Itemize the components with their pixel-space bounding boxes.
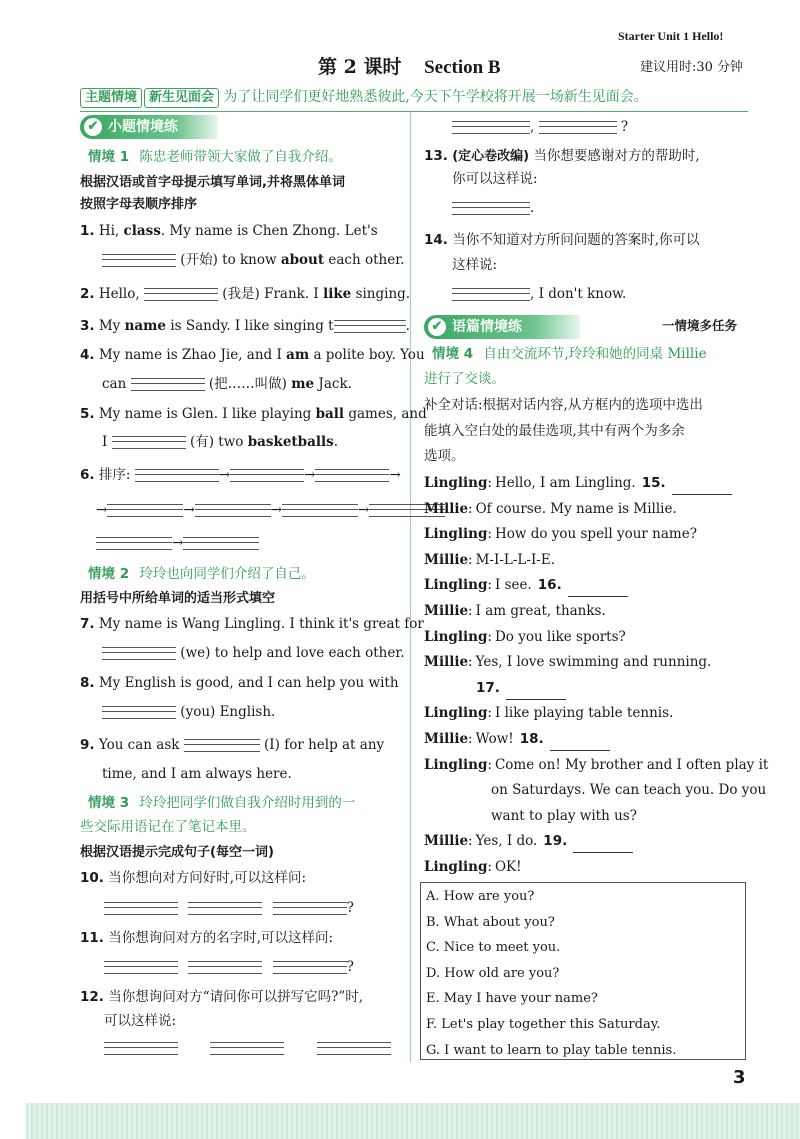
answer-blank[interactable] xyxy=(104,961,178,974)
theme-tag-2: 新生见面会 xyxy=(144,88,219,108)
dialog-text: I see. xyxy=(494,577,532,594)
scenario-3-line2: 些交际用语记在了笔记本里。 xyxy=(80,819,256,835)
answer-blank[interactable] xyxy=(131,378,205,391)
question-12-blanks-cont: , ? xyxy=(452,117,628,137)
speaker-name: Lingling xyxy=(424,526,488,543)
speaker-colon: : xyxy=(468,602,473,619)
page-title xyxy=(318,52,501,79)
speaker-name: Lingling xyxy=(424,756,488,773)
q-text: 当你想询问对方的名字时,可以这样问: xyxy=(108,930,334,946)
q-text: My xyxy=(98,318,121,334)
instruction-3: 根据汉语提示完成句子(每空一词) xyxy=(80,845,274,860)
dialog-text: Do you like sports? xyxy=(494,628,626,645)
dialog-line xyxy=(424,727,754,753)
q-number: 7. xyxy=(80,616,95,632)
banner-text: 语篇情境练 xyxy=(452,319,522,335)
q-text: a polite boy. You xyxy=(313,347,425,363)
instruction-2: 用括号中所给单词的适当形式填空 xyxy=(80,591,276,606)
page-number: 3 xyxy=(733,1067,746,1088)
section-banner-discourse xyxy=(424,315,580,339)
speaker-name: Lingling xyxy=(424,858,488,875)
unit-header: Starter Unit 1 Hello! xyxy=(618,29,724,43)
dialog-text: I like playing table tennis. xyxy=(494,705,674,722)
question-1 xyxy=(80,221,378,241)
scenario-1 xyxy=(88,147,342,167)
blank-number: 15. xyxy=(641,475,666,491)
speaker-colon: : xyxy=(468,730,473,747)
dialog-line xyxy=(424,548,754,574)
q-text: to know xyxy=(222,252,277,268)
answer-blank[interactable] xyxy=(112,436,186,449)
q-text: 当你想询问对方“请问你可以拼写它吗?”时, xyxy=(108,989,364,1005)
q-text: My name is Glen. I like playing xyxy=(98,406,312,422)
answer-blank[interactable] xyxy=(104,902,178,915)
question-7 xyxy=(80,614,424,634)
speaker-name: Millie xyxy=(424,551,469,568)
theme-tag: 主题情境 xyxy=(80,88,142,108)
q-text: games, and xyxy=(348,406,427,422)
question-3 xyxy=(80,316,410,336)
q-number: 10. xyxy=(80,870,104,886)
q-text: singing. xyxy=(355,286,411,302)
section-label: Section B xyxy=(424,57,501,78)
answer-blank[interactable] xyxy=(102,706,176,719)
answer-line[interactable] xyxy=(672,480,732,495)
dialog-line xyxy=(424,573,754,599)
dialog-line xyxy=(424,625,754,651)
scenario-4 xyxy=(432,344,707,364)
q-hint: (我是) xyxy=(222,286,260,302)
scenario-3 xyxy=(88,793,355,813)
scenario-text: 陈忠老师带领大家做了自我介绍。 xyxy=(139,149,342,165)
question-14-blank xyxy=(452,284,626,304)
speaker-colon: : xyxy=(487,475,492,491)
q-text: can xyxy=(102,376,127,392)
q-text: Frank. I xyxy=(264,286,319,302)
q-number: 4. xyxy=(80,347,95,363)
answer-line[interactable] xyxy=(550,736,610,751)
dialog-line xyxy=(424,829,754,855)
q-number: 9. xyxy=(80,737,95,753)
q-text: is Sandy. I like singing xyxy=(170,318,324,334)
dialog-text: Come on! My brother and I often play it xyxy=(494,756,769,773)
answer-blank[interactable] xyxy=(452,202,530,215)
answer-line[interactable] xyxy=(506,685,566,700)
q-number: 3. xyxy=(80,318,95,334)
q-hint: (有) xyxy=(189,434,214,450)
option-item: A. How are you? xyxy=(426,889,535,904)
dialog-text: OK! xyxy=(494,858,522,875)
question-12-line2: 可以这样说: xyxy=(104,1013,177,1029)
question-1-line2 xyxy=(102,250,404,270)
blank-number: 16. xyxy=(537,577,562,594)
dialog-line xyxy=(424,753,769,779)
answer-blank[interactable] xyxy=(539,121,617,134)
q-text: You can ask xyxy=(98,737,180,753)
instruction-1b: 按照字母表顺序排序 xyxy=(80,197,198,212)
q-text: . xyxy=(333,434,338,450)
answer-blank[interactable] xyxy=(273,961,347,974)
blank-number: 17. xyxy=(476,679,500,696)
question-9-line2: time, and I am always here. xyxy=(102,766,292,782)
q-bold: name xyxy=(124,318,167,334)
q-text: 当你不知道对方所问问题的答案时,你可以 xyxy=(452,232,700,248)
question-12 xyxy=(80,987,363,1007)
speaker-colon: : xyxy=(487,628,492,645)
answer-blank[interactable] xyxy=(188,961,262,974)
dialog-line xyxy=(424,522,754,548)
suggested-time: 建议用时:30 分钟 xyxy=(640,60,744,75)
options-box xyxy=(420,882,746,1060)
scenario-label: 情境 4 xyxy=(432,346,474,362)
speaker-colon: : xyxy=(468,551,473,568)
speaker-name: Lingling xyxy=(424,475,488,491)
order-blank[interactable] xyxy=(282,504,358,517)
order-blank[interactable] xyxy=(107,504,183,517)
q-bold: class xyxy=(123,223,161,239)
speaker-name: Millie xyxy=(424,500,469,517)
order-blank[interactable] xyxy=(183,537,259,550)
lesson-label: 第 2 课时 xyxy=(318,56,402,78)
q-text: Hello, xyxy=(98,286,140,302)
dialog-text: want to play with us? xyxy=(491,807,637,824)
instruction-1a: 根据汉语或首字母提示填写单词,并将黑体单词 xyxy=(80,175,345,190)
q-bold: basketballs xyxy=(247,434,334,450)
q-text: . My name is Chen Zhong. Let's xyxy=(160,223,378,239)
q-number: 14. xyxy=(424,232,448,248)
option-item: E. May I have your name? xyxy=(426,991,598,1007)
answer-blank[interactable] xyxy=(104,1042,178,1055)
dialog-line xyxy=(424,676,754,702)
question-6: 6. 排序: → → → xyxy=(80,467,401,483)
question-6-line3: → xyxy=(96,533,259,553)
scenario-text: 玲玲把同学们做自我介绍时用到的一 xyxy=(139,795,356,811)
speaker-colon: : xyxy=(487,858,492,875)
answer-blank[interactable] xyxy=(144,288,218,301)
scenario-label: 情境 2 xyxy=(88,566,130,582)
dialog-text: on Saturdays. We can teach you. Do you xyxy=(491,782,767,799)
dialog-line xyxy=(424,778,767,804)
question-2 xyxy=(80,284,410,304)
q-text: , I don't know. xyxy=(530,286,627,302)
question-11 xyxy=(80,928,333,948)
q-text: for help at any xyxy=(284,737,385,753)
order-blank[interactable] xyxy=(135,469,219,482)
answer-blank[interactable] xyxy=(452,288,530,301)
q-number: 8. xyxy=(80,675,95,691)
q-hint: (we) xyxy=(180,645,211,661)
speaker-name: Lingling xyxy=(424,705,488,722)
q-hint: (I) xyxy=(264,737,280,753)
answer-blank[interactable] xyxy=(210,1042,284,1055)
answer-blank[interactable] xyxy=(184,739,260,752)
option-item: D. How old are you? xyxy=(426,965,560,981)
section-banner-practice xyxy=(80,115,218,139)
speaker-name: Lingling xyxy=(424,628,488,645)
speaker-name: Millie xyxy=(424,654,469,671)
question-13-line2: 你可以这样说: xyxy=(452,171,538,187)
dialog-text: Wow! xyxy=(475,730,514,747)
dialog-line xyxy=(424,701,754,727)
q-hint: (you) xyxy=(180,704,216,720)
speaker-colon: : xyxy=(468,500,473,517)
dialog-text: Hello, I am Lingling. xyxy=(494,475,636,491)
q-number: 1. xyxy=(80,223,95,239)
question-5-line2 xyxy=(102,432,338,452)
q-text: My name is Zhao Jie, and I xyxy=(98,347,282,363)
dialog-line xyxy=(424,497,754,523)
answer-blank[interactable] xyxy=(317,1042,391,1055)
q-source-tag: (定心卷改编) xyxy=(452,149,530,164)
question-5 xyxy=(80,404,427,424)
answer-blank[interactable] xyxy=(273,902,347,915)
dialog-text: Yes, I do. xyxy=(475,833,538,850)
q-number: 13. xyxy=(424,148,448,164)
question-8 xyxy=(80,673,399,693)
question-6-line2: → → → → xyxy=(96,500,445,520)
dialog-text: Yes, I love swimming and running. xyxy=(475,654,712,671)
blank-number: 19. xyxy=(543,833,568,850)
check-icon: ✔ xyxy=(428,318,446,336)
q-bold: like xyxy=(323,286,352,302)
q-text: 当你想要感谢对方的帮助时, xyxy=(533,148,700,164)
question-10 xyxy=(80,868,306,888)
question-11-blanks: ? xyxy=(104,957,354,977)
q-number: 2. xyxy=(80,286,95,302)
dialog-line xyxy=(424,599,754,625)
q-number: 11. xyxy=(80,930,104,946)
answer-blank[interactable] xyxy=(102,254,176,267)
options-list xyxy=(421,883,745,1064)
question-10-blanks: ? xyxy=(104,898,354,918)
speaker-colon: : xyxy=(487,526,492,543)
order-blank[interactable] xyxy=(195,504,271,517)
option-item: G. I want to learn to play table tennis. xyxy=(426,1042,677,1058)
answer-blank[interactable] xyxy=(102,647,176,660)
speaker-name: Millie xyxy=(424,602,469,619)
question-9 xyxy=(80,735,384,755)
question-4-line2 xyxy=(102,374,352,394)
divider xyxy=(80,111,748,112)
option-item: C. Nice to meet you. xyxy=(426,940,561,956)
question-8-line2 xyxy=(102,702,275,722)
answer-blank[interactable] xyxy=(188,902,262,915)
q-text: 排序: xyxy=(98,467,131,483)
theme-line xyxy=(80,87,648,108)
dialogue xyxy=(424,471,769,881)
q-text: English. xyxy=(219,704,276,720)
question-12-blanks xyxy=(104,1038,391,1058)
scenario-4-line2: 进行了交谈。 xyxy=(424,371,505,387)
question-14 xyxy=(424,230,700,250)
question-7-line2 xyxy=(102,643,405,663)
q-text: I xyxy=(102,434,108,450)
answer-line[interactable] xyxy=(568,582,628,597)
dialog-text: Of course. My name is Millie. xyxy=(475,500,677,517)
q-hint: (开始) xyxy=(180,252,218,268)
instruction-4c: 选项。 xyxy=(424,448,465,464)
q-text: My name is Wang Lingling. I think it's great for xyxy=(98,616,424,632)
q-bold: me xyxy=(291,376,315,392)
q-hint: (把……叫做) xyxy=(208,376,287,392)
q-number: 5. xyxy=(80,406,95,422)
question-14-line2: 这样说: xyxy=(452,257,498,273)
check-icon: ✔ xyxy=(84,118,102,136)
order-blank[interactable] xyxy=(315,469,389,482)
speaker-colon: : xyxy=(487,756,492,773)
speaker-colon: : xyxy=(468,654,473,671)
q-text: 当你想向对方问好时,可以这样问: xyxy=(108,870,307,886)
option-item: F. Let's play together this Saturday. xyxy=(426,1016,661,1032)
question-4 xyxy=(80,345,425,365)
scenario-text: 玲玲也向同学们介绍了自己。 xyxy=(139,566,315,582)
speaker-name: Millie xyxy=(424,730,469,747)
order-blank[interactable] xyxy=(96,537,172,550)
scenario-label: 情境 1 xyxy=(88,149,130,165)
banner-note: 一情境多任务 xyxy=(662,318,738,333)
q-text: two xyxy=(218,434,244,450)
q-number: 6. xyxy=(80,467,95,483)
speaker-colon: : xyxy=(468,833,473,850)
q-text: Jack. xyxy=(318,376,352,392)
banner-text: 小题情境练 xyxy=(108,119,178,135)
scenario-2 xyxy=(88,564,315,584)
dialog-text: How do you spell your name? xyxy=(494,526,697,543)
q-text: each other. xyxy=(328,252,405,268)
speaker-colon: : xyxy=(487,705,492,722)
dialog-line xyxy=(424,471,754,497)
q-bold: am xyxy=(286,347,310,363)
q-bold: ball xyxy=(315,406,345,422)
dialog-line xyxy=(424,855,754,881)
blank-number: 18. xyxy=(519,730,544,747)
column-divider xyxy=(410,112,411,1062)
q-text: Hi, xyxy=(98,223,120,239)
instruction-4a: 补全对话:根据对话内容,从方框内的选项中选出 xyxy=(424,397,703,413)
q-text: My English is good, and I can help you with xyxy=(98,675,399,691)
instruction-4b: 能填入空白处的最佳选项,其中有两个为多余 xyxy=(424,423,685,439)
first-letter-hint: t xyxy=(328,318,334,334)
scenario-label: 情境 3 xyxy=(88,795,130,811)
speaker-name: Millie xyxy=(424,833,469,850)
dialog-line xyxy=(424,650,754,676)
answer-blank[interactable] xyxy=(452,121,530,134)
scenario-text: 自由交流环节,玲玲和她的同桌 Millie xyxy=(483,346,707,362)
q-bold: about xyxy=(280,252,325,268)
answer-line[interactable] xyxy=(573,838,633,853)
dialog-text: M-I-L-L-I-E. xyxy=(475,551,555,568)
q-text: to help and love each other. xyxy=(214,645,405,661)
q-number: 12. xyxy=(80,989,104,1005)
speaker-name: Lingling xyxy=(424,577,488,594)
option-item: B. What about you? xyxy=(426,914,555,930)
answer-blank[interactable] xyxy=(334,320,406,333)
order-blank[interactable] xyxy=(230,469,304,482)
theme-text: 为了让同学们更好地熟悉彼此,今天下午学校将开展一场新生见面会。 xyxy=(223,89,648,105)
question-13 xyxy=(424,146,700,167)
speaker-colon: : xyxy=(487,577,492,594)
q-text: . xyxy=(405,318,410,334)
dialog-text: I am great, thanks. xyxy=(475,602,606,619)
dialog-line xyxy=(424,804,754,830)
footer-stripe xyxy=(26,1103,800,1139)
question-13-blank: . xyxy=(452,198,534,218)
